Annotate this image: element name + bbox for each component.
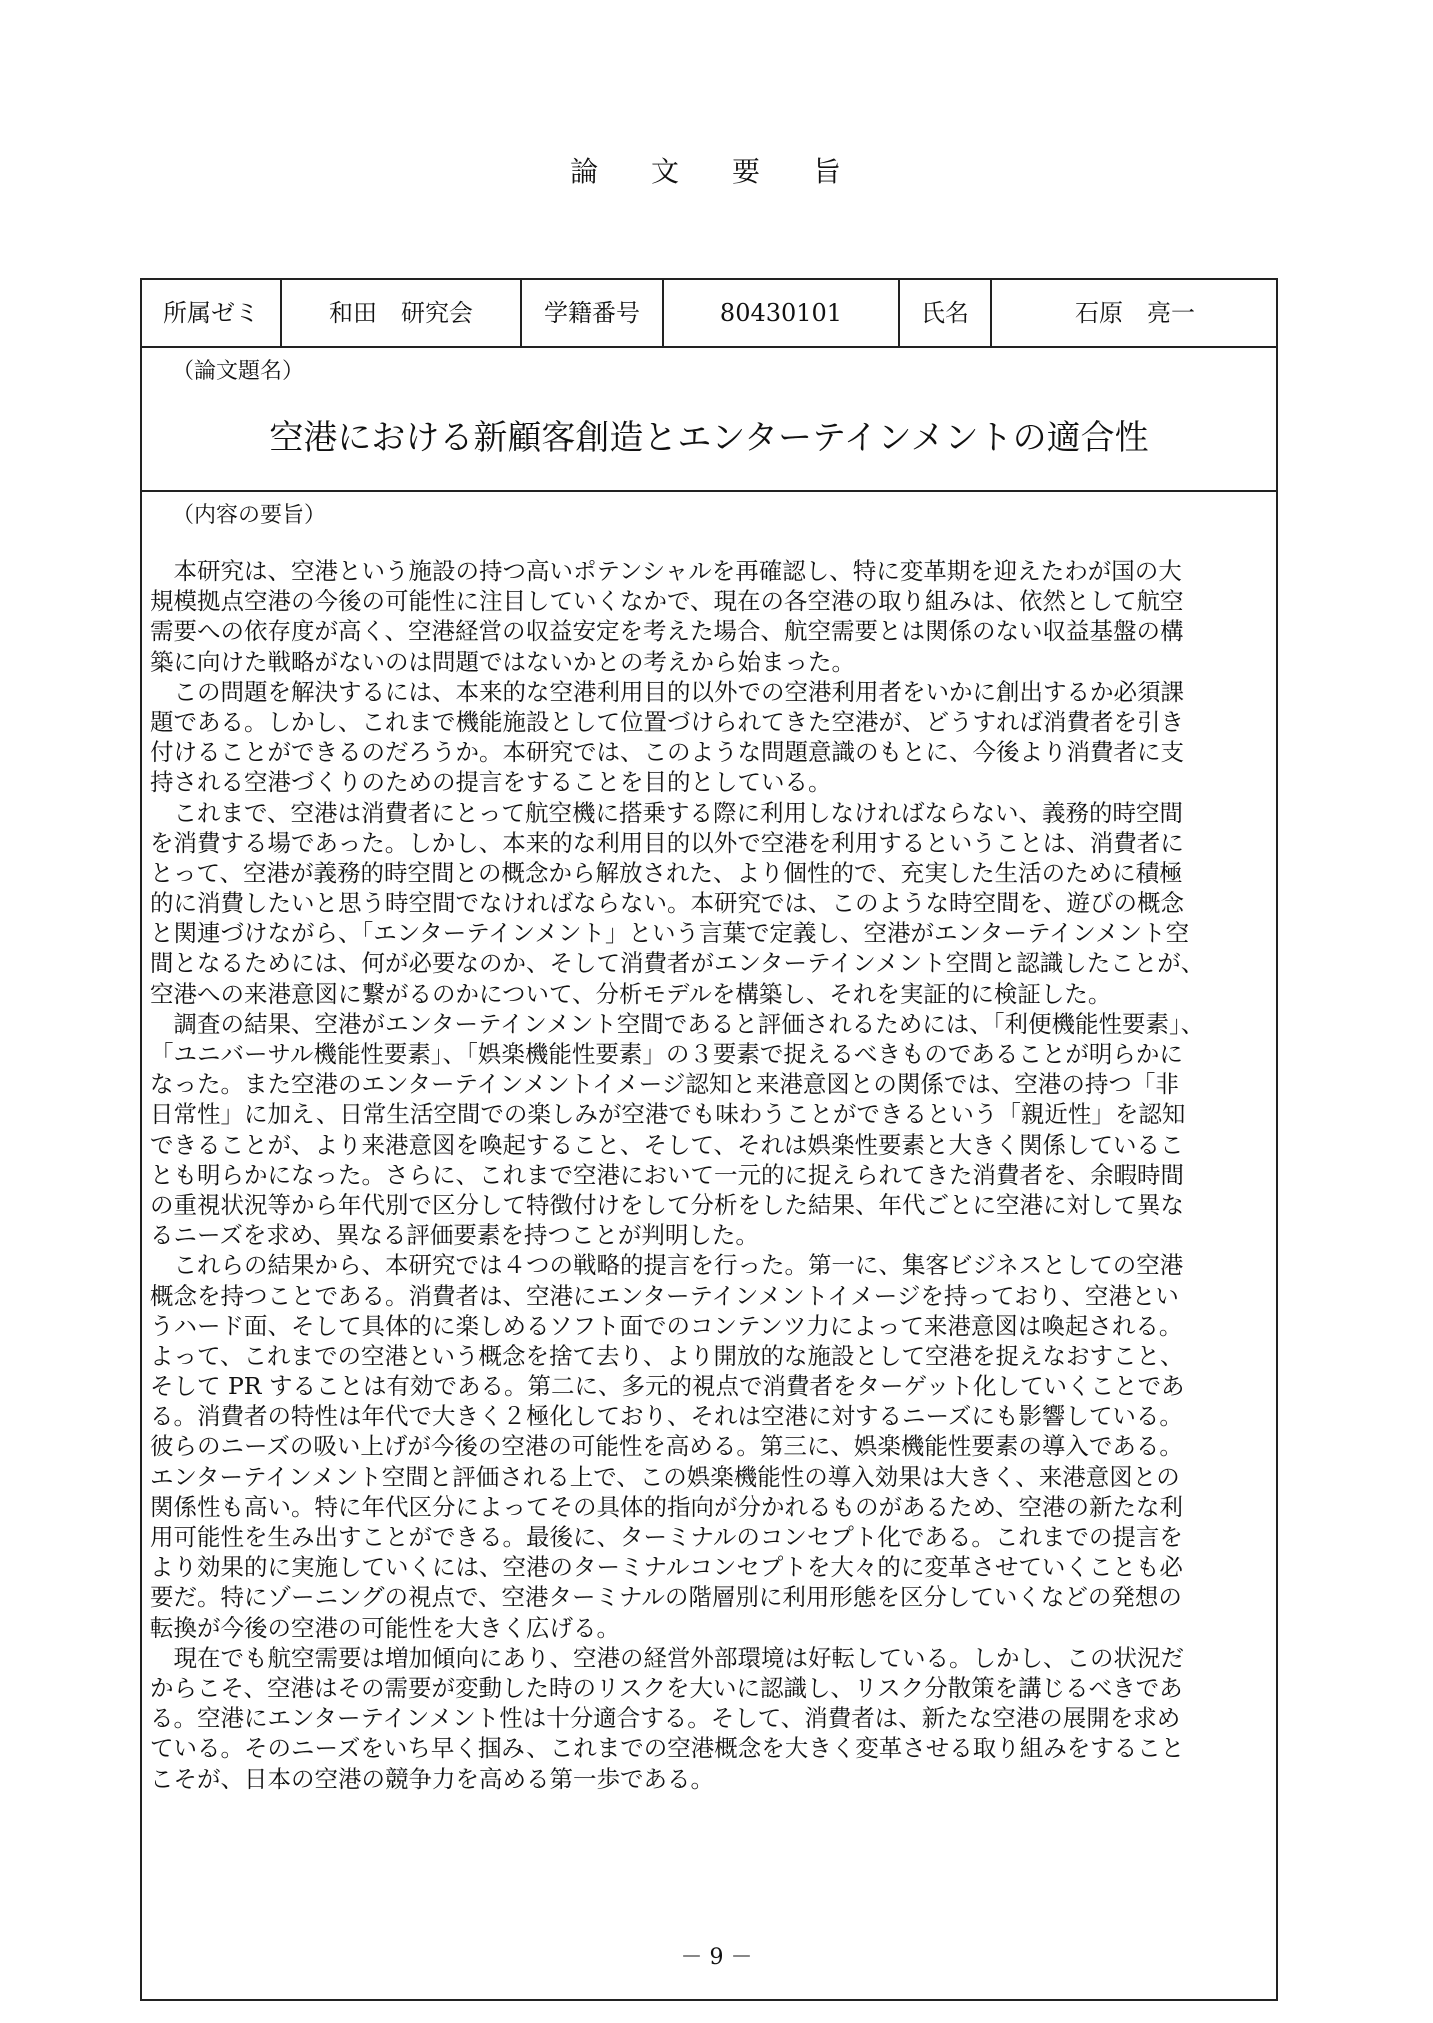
summary-section-label: （内容の要旨） [172, 503, 327, 528]
summary-line: 需要への依存度が高く、空港経営の収益安定を考えた場合、航空需要とは関係のない収益基盤の構 [150, 617, 1184, 646]
summary-line: 現在でも航空需要は増加傾向にあり、空港の経営外部環境は好転している。しかし、この状況だ [150, 1643, 1184, 1672]
name-value: 石原 亮一 [1075, 299, 1195, 327]
summary-line: よって、これまでの空港という概念を捨て去り、より開放的な施設として空港を捉えなおすこと、 [150, 1341, 1184, 1370]
summary-line: そして PR することは有効である。第二に、多元的視点で消費者をターゲット化していくことであ [150, 1372, 1185, 1401]
info-row [142, 280, 1276, 348]
summary-line: とって、空港が義務的時空間との概念から解放された、より個性的で、充実した生活のために積極 [150, 858, 1183, 887]
summary-line: る。空港にエンターテインメント性は十分適合する。そして、消費者は、新たな空港の展開を求め [150, 1704, 1181, 1733]
summary-line: の重視状況等から年代別で区分して特徴付けをして分析をした結果、年代ごとに空港に対して異な [150, 1190, 1184, 1219]
summary-line: 本研究は、空港という施設の持つ高いポテンシャルを再確認し、特に変革期を迎えたわが国の大 [150, 557, 1182, 585]
summary-body [142, 556, 1276, 1824]
document-heading: 論 文 要 旨 [570, 155, 863, 188]
summary-line: この問題を解決するには、本来的な空港利用目的以外での空港利用者をいかに創出するか必須課 [150, 677, 1184, 706]
summary-line: これらの結果から、本研究では４つの戦略的提言を行った。第一に、集客ビジネスとしての空港 [150, 1251, 1184, 1280]
seminar-value: 和田 研究会 [282, 280, 522, 346]
summary-line: 要だ。特にゾーニングの視点で、空港ターミナルの階層別に利用形態を区分していくなどの発想の [150, 1583, 1182, 1612]
summary-line: ている。そのニーズをいち早く掴み、これまでの空港概念を大きく変革させる取り組みをすること [150, 1734, 1185, 1763]
summary-line: と関連づけながら、「エンターテインメント」という言葉で定義し、空港がエンターテインメント空 [150, 919, 1190, 948]
page-number: － 9 － [680, 1945, 753, 1970]
summary-line: うハード面、そして具体的に楽しめるソフト面でのコンテンツ力によって来港意図は喚起される。 [150, 1311, 1183, 1340]
seminar-label: 所属ゼミ [142, 280, 282, 346]
summary-line: とも明らかになった。さらに、これまで空港において一元的に捉えられてきた消費者を、余暇時間 [150, 1160, 1184, 1189]
summary-line: 持される空港づくりのための提言をすることを目的としている。 [150, 768, 832, 797]
summary-line: 築に向けた戦略がないのは問題ではないかとの考えから始まった。 [150, 647, 855, 676]
summary-line: 概念を持つことである。消費者は、空港にエンターテインメントイメージを持っており、空港とい [150, 1281, 1179, 1310]
summary-line: 規模拠点空港の今後の可能性に注目していくなかで、現在の各空港の取り組みは、依然として航空 [150, 587, 1184, 616]
summary-line: こそが、日本の空港の競争力を高める第一歩である。 [150, 1764, 714, 1793]
summary-line: を消費する場であった。しかし、本来的な利用目的以外で空港を利用するということは、消費者に [150, 828, 1184, 857]
summary-line: できることが、より来港意図を喚起すること、そして、それは娯楽性要素と大きく関係しているこ [150, 1130, 1184, 1159]
student-id-label: 学籍番号 [522, 280, 664, 346]
summary-line: 間となるためには、何が必要なのか、そして消費者がエンターテインメント空間と認識したことが、 [150, 949, 1205, 978]
abstract-form [140, 278, 1278, 2001]
title-section [142, 348, 1276, 492]
summary-line: 「ユニバーサル機能性要素」、「娯楽機能性要素」の３要素で捉えるべきものであることが明らかに [150, 1040, 1183, 1068]
summary-line: からこそ、空港はその需要が変動した時のリスクを大いに認識し、リスク分散策を講じるべきであ [150, 1673, 1183, 1702]
summary-line: 日常性」に加え、日常生活空間での楽しみが空港でも味わうことができるという「親近性」を認知 [150, 1100, 1186, 1129]
name-label: 氏名 [900, 280, 992, 346]
summary-line: 転換が今後の空港の可能性を大きく広げる。 [150, 1613, 620, 1642]
thesis-title: 空港における新顧客創造とエンターテインメントの適合性 [269, 418, 1149, 458]
summary-line: 彼らのニーズの吸い上げが今後の空港の可能性を高める。第三に、娯楽機能性要素の導入である。 [150, 1432, 1183, 1461]
summary-line: エンターテインメント空間と評価される上で、この娯楽機能性の導入効果は大きく、来港意図との [150, 1462, 1180, 1491]
student-id-value: 80430101 [664, 280, 900, 346]
summary-line: 用可能性を生み出すことができる。最後に、ターミナルのコンセプト化である。これまでの提言を [150, 1523, 1183, 1551]
summary-line: 関係性も高い。特に年代区分によってその具体的指向が分かれるものがあるため、空港の新たな利 [150, 1492, 1184, 1521]
summary-line: これまで、空港は消費者にとって航空機に搭乗する際に利用しなければならない、義務的時空間 [150, 798, 1184, 827]
summary-line: 付けることができるのだろうか。本研究では、このような問題意識のもとに、今後より消費者に支 [150, 738, 1184, 767]
summary-line: るニーズを求め、異なる評価要素を持つことが判明した。 [150, 1221, 759, 1250]
summary-line: 題である。しかし、これまで機能施設として位置づけられてきた空港が、どうすれば消費者を引き [150, 707, 1184, 736]
summary-line: 的に消費したいと思う時空間でなければならない。本研究では、このような時空間を、遊びの概念 [150, 889, 1184, 918]
summary-line: 空港への来港意図に繋がるのかについて、分析モデルを構築し、それを実証的に検証した。 [150, 979, 1112, 1008]
summary-line: より効果的に実施していくには、空港のターミナルコンセプトを大々的に変革させていくことも必 [150, 1553, 1183, 1582]
summary-line: る。消費者の特性は年代で大きく２極化しており、それは空港に対するニーズにも影響している。 [150, 1402, 1183, 1431]
summary-line: 調査の結果、空港がエンターテインメント空間であると評価されるためには、「利便機能性要素」、 [150, 1009, 1205, 1038]
summary-line: なった。また空港のエンターテインメントイメージ認知と来港意図との関係では、空港の持つ「非 [150, 1070, 1179, 1099]
summary-line [150, 1794, 1268, 1824]
title-section-label: （論文題名） [172, 359, 305, 384]
summary-section [142, 492, 1276, 1999]
